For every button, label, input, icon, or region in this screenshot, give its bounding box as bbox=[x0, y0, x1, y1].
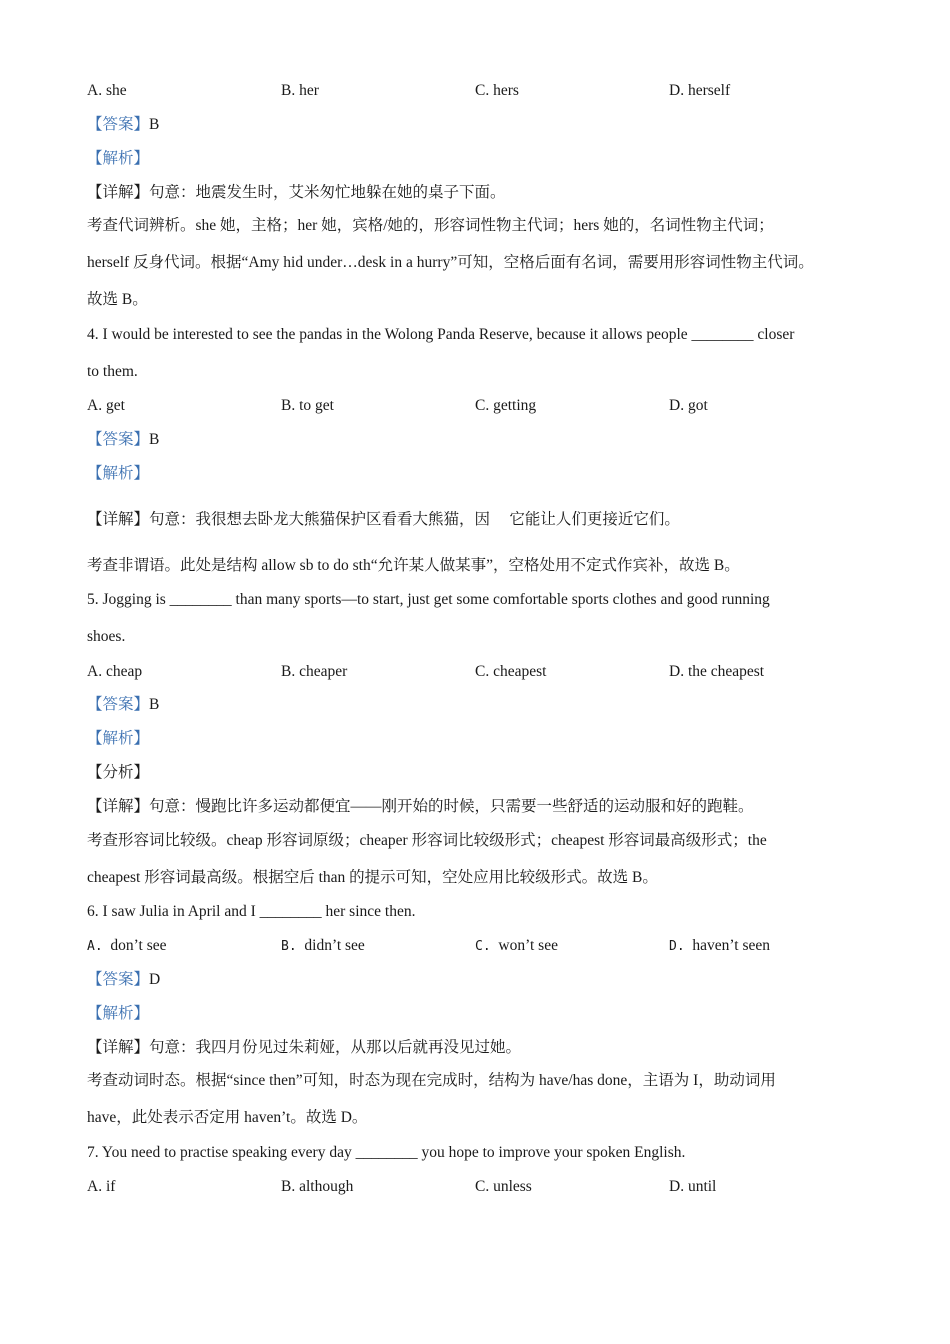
q4-option-b: B. to get bbox=[281, 397, 334, 414]
q6-option-d bbox=[669, 935, 770, 958]
q4-option-d: D. got bbox=[669, 397, 708, 414]
q3-answer bbox=[87, 114, 159, 136]
q5-option-b: B. cheaper bbox=[281, 663, 348, 680]
option-letter: D. bbox=[669, 939, 685, 954]
option-text: won’t see bbox=[498, 937, 558, 954]
q5-option-d: D. the cheapest bbox=[669, 663, 765, 680]
q7-option-c: C. unless bbox=[475, 1178, 532, 1195]
q3-option-d: D. herself bbox=[669, 82, 731, 99]
answer-value: B bbox=[149, 431, 160, 448]
q6-option-b bbox=[281, 935, 365, 958]
q4-answer bbox=[87, 429, 159, 451]
answer-tag: 【答案】 bbox=[87, 696, 150, 713]
q5-analysis-heading: 【分析】 bbox=[87, 764, 150, 781]
q3-explanation-1: 考查代词辨析。she 她，主格；her 她，宾格/她的，形容词性物主代词；hers 她的，名词性物主代词； bbox=[87, 217, 774, 234]
q6-detail: 【详解】句意：我四月份见过朱莉娅，从那以后就再没见过她。 bbox=[87, 1039, 522, 1056]
q4-option-a: A. get bbox=[87, 397, 125, 414]
q3-option-a: A. she bbox=[87, 82, 127, 99]
q6-option-c bbox=[475, 935, 558, 958]
q3-explanation-3: 故选 B。 bbox=[87, 291, 148, 308]
q6-option-a bbox=[87, 935, 167, 958]
q5-answer bbox=[87, 694, 159, 716]
q4-stem-1: 4. I would be interested to see the pandas in the Wolong Panda Reserve, because it allows people ________ closer bbox=[87, 326, 795, 343]
q5-explanation-1: 考查形容词比较级。cheap 形容词原级；cheaper 形容词比较级形式；cheapest 形容词最高级形式；the bbox=[87, 832, 767, 849]
q7-stem-1: 7. You need to practise speaking every day ________ you hope to improve your spoken English. bbox=[87, 1144, 686, 1161]
q4-analysis-tag: 【解析】 bbox=[87, 465, 150, 482]
q6-explanation-2: have，此处表示否定用 haven’t。故选 D。 bbox=[87, 1109, 368, 1126]
q5-analysis-tag: 【解析】 bbox=[87, 730, 150, 747]
q5-option-a: A. cheap bbox=[87, 663, 143, 680]
option-text: don’t see bbox=[110, 937, 167, 954]
answer-tag: 【答案】 bbox=[87, 116, 150, 133]
q3-explanation-2: herself 反身代词。根据“Amy hid under…desk in a hurry”可知，空格后面有名词，需要用形容词性物主代词。 bbox=[87, 254, 814, 271]
q4-detail: 【详解】句意：我很想去卧龙大熊猫保护区看看大熊猫，因 它能让人们更接近它们。 bbox=[87, 511, 680, 528]
q3-option-c: C. hers bbox=[475, 82, 519, 99]
q4-explanation-1: 考查非谓语。此处是结构 allow sb to do sth“允许某人做某事”，空格处用不定式作宾补，故选 B。 bbox=[87, 557, 740, 574]
q3-option-b: B. her bbox=[281, 82, 319, 99]
q5-stem-2: shoes. bbox=[87, 628, 126, 645]
option-letter: C. bbox=[475, 939, 491, 954]
q7-option-d: D. until bbox=[669, 1178, 717, 1195]
q6-explanation-1: 考查动词时态。根据“since then”可知，时态为现在完成时，结构为 have/has done，主语为 I，助动词用 bbox=[87, 1072, 776, 1089]
option-letter: A. bbox=[87, 939, 103, 954]
q6-answer bbox=[87, 969, 160, 991]
option-text: haven’t seen bbox=[692, 937, 771, 954]
q5-detail: 【详解】句意：慢跑比许多运动都便宜——刚开始的时候，只需要一些舒适的运动服和好的跑鞋。 bbox=[87, 798, 754, 815]
q5-explanation-2: cheapest 形容词最高级。根据空后 than 的提示可知，空处应用比较级形式。故选 B。 bbox=[87, 869, 658, 886]
q6-stem-1: 6. I saw Julia in April and I ________ her since then. bbox=[87, 903, 416, 920]
q5-stem-1: 5. Jogging is ________ than many sports—to start, just get some comfortable sports clothes and good running bbox=[87, 591, 770, 608]
q3-detail: 【详解】句意：地震发生时，艾米匆忙地躲在她的桌子下面。 bbox=[87, 184, 506, 201]
q7-option-a: A. if bbox=[87, 1178, 116, 1195]
answer-value: B bbox=[149, 696, 160, 713]
option-text: didn’t see bbox=[304, 937, 365, 954]
q6-analysis-tag: 【解析】 bbox=[87, 1005, 150, 1022]
answer-value: D bbox=[149, 971, 161, 988]
q3-analysis-tag: 【解析】 bbox=[87, 150, 150, 167]
q7-option-b: B. although bbox=[281, 1178, 354, 1195]
q4-stem-2: to them. bbox=[87, 363, 138, 380]
option-letter: B. bbox=[281, 939, 297, 954]
answer-tag: 【答案】 bbox=[87, 431, 150, 448]
answer-value: B bbox=[149, 116, 160, 133]
q5-option-c: C. cheapest bbox=[475, 663, 547, 680]
q4-option-c: C. getting bbox=[475, 397, 537, 414]
answer-tag: 【答案】 bbox=[87, 971, 150, 988]
